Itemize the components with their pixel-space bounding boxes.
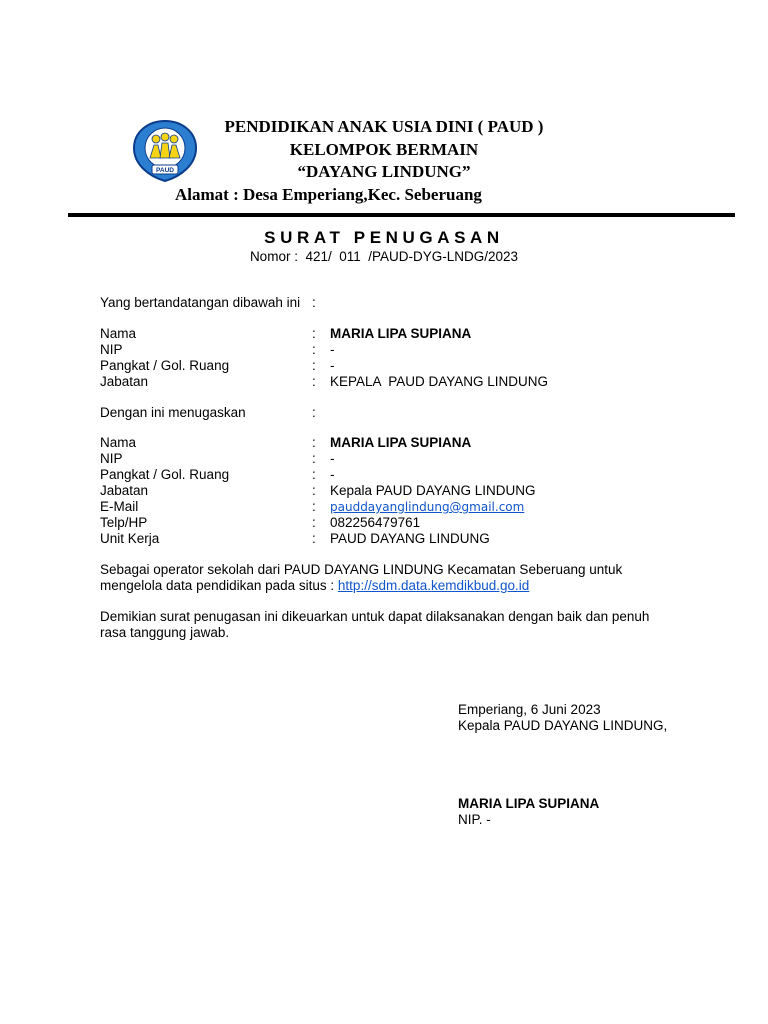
signer-nip-value: - [330,342,335,357]
intro-label: Yang bertandatangan dibawah ini [100,295,301,310]
assignee-rank-label: Pangkat / Gol. Ruang [100,467,230,482]
assignee-email-colon: : [312,499,316,514]
letterhead-line-1: PENDIDIKAN ANAK USIA DINI ( PAUD ) [224,117,544,136]
assignee-phone-colon: : [312,515,316,530]
letterhead-line-3: “DAYANG LINDUNG” [297,162,471,181]
assign-colon: : [312,405,316,420]
intro-colon: : [312,295,316,310]
assignee-position-colon: : [312,483,316,498]
assignee-position-label: Jabatan [100,483,149,498]
assign-label: Dengan ini menugaskan [100,405,246,420]
signature-name: MARIA LIPA SUPIANA [458,796,600,811]
assignee-unit-label: Unit Kerja [100,531,160,546]
assignee-name-label: Nama [100,435,137,450]
assignee-nip-colon: : [312,451,316,466]
letterhead-address: Alamat : Desa Emperiang,Kec. Seberuang [175,185,482,204]
logo-badge-text: PAUD [156,167,174,174]
signature-nip: NIP. - [458,812,491,827]
assignee-phone-label: Telp/HP [100,515,148,530]
assignee-rank-value: - [330,467,335,482]
letterhead-divider [68,213,735,217]
assignee-nip-value: - [330,451,335,466]
signer-nip-label: NIP [100,342,123,357]
signer-name-label: Nama [100,326,137,341]
signer-rank-value: - [330,358,335,373]
website-link[interactable]: http://sdm.data.kemdikbud.go.id [337,578,530,593]
assignee-rank-colon: : [312,467,316,482]
signer-nip-colon: : [312,342,316,357]
assignee-unit-colon: : [312,531,316,546]
assignee-nip-label: NIP [100,451,123,466]
assignee-name-colon: : [312,435,316,450]
signer-position-value: KEPALA PAUD DAYANG LINDUNG [330,374,549,389]
assignee-email-link[interactable]: pauddayanglindung@gmail.com [330,500,525,514]
letter-number: Nomor : 421/ 011 /PAUD-DYG-LNDG/2023 [249,249,519,264]
assignee-name-value: MARIA LIPA SUPIANA [330,435,472,450]
letterhead-line-2: KELOMPOK BERMAIN [289,140,479,159]
signature-place-date: Emperiang, 6 Juni 2023 [458,702,601,717]
assignee-unit-value: PAUD DAYANG LINDUNG [330,531,490,546]
assignment-paragraph [100,562,675,594]
signature-position: Kepala PAUD DAYANG LINDUNG, [458,718,668,733]
signer-position-label: Jabatan [100,374,149,389]
assignment-text: Sebagai operator sekolah dari PAUD DAYANG LINDUNG Kecamatan Seberuang untuk mengelola data pendidikan pada situs : [100,562,623,593]
assignee-position-value: Kepala PAUD DAYANG LINDUNG [330,483,536,498]
signer-rank-label: Pangkat / Gol. Ruang [100,358,230,373]
letter-title: SURAT PENUGASAN [264,228,504,247]
assignee-phone-value: 082256479761 [330,515,421,530]
signer-position-colon: : [312,374,316,389]
closing-paragraph: Demikian surat penugasan ini dikeuarkan untuk dapat dilaksanakan dengan baik dan penuh rasa tanggung jawab. [100,609,650,640]
signer-name-colon: : [312,326,316,341]
signer-rank-colon: : [312,358,316,373]
signer-name-value: MARIA LIPA SUPIANA [330,326,472,341]
assignee-email-label: E-Mail [100,499,139,514]
